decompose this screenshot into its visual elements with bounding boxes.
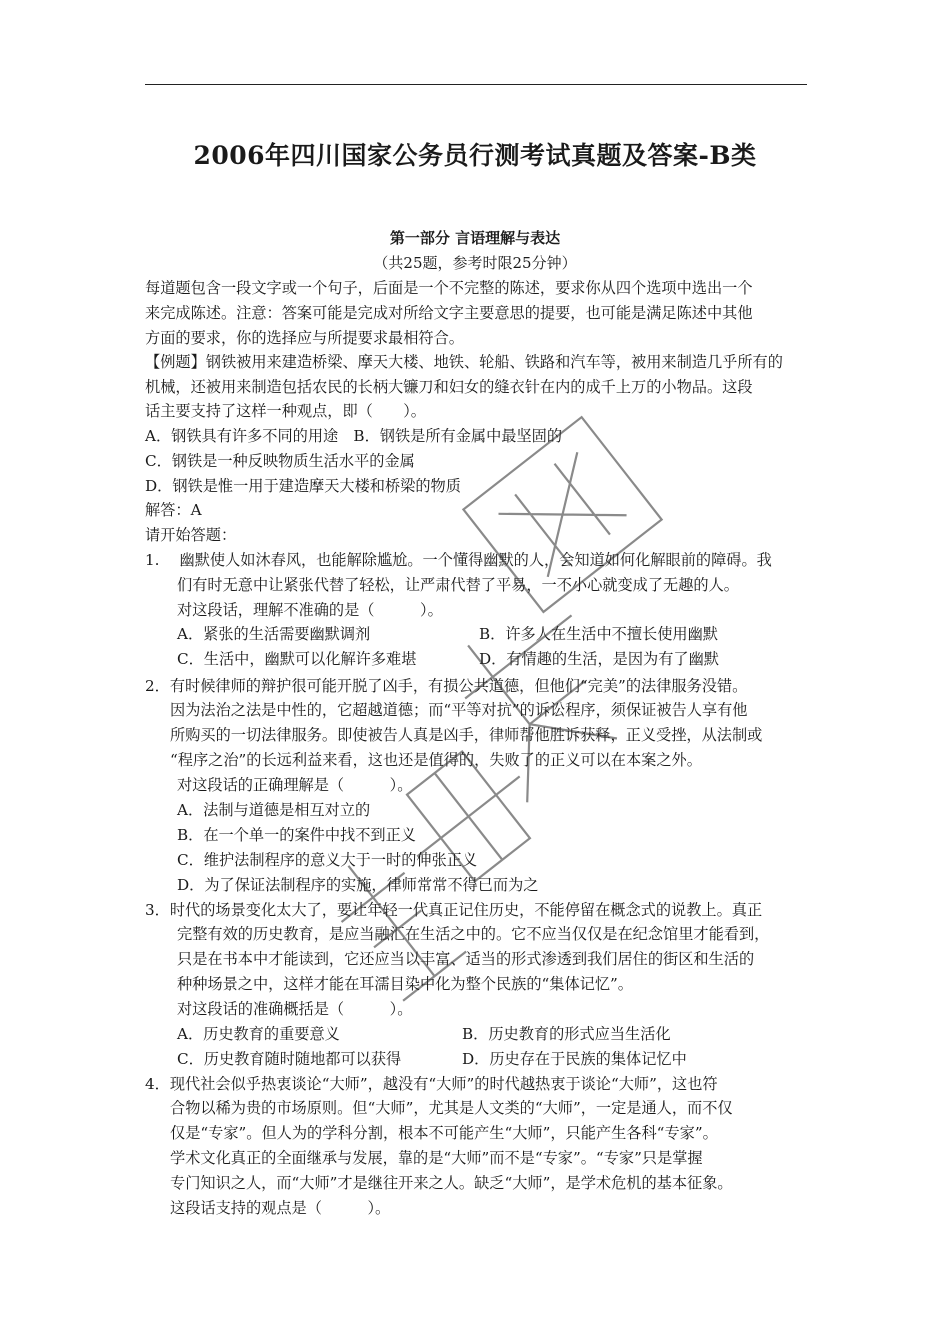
- text-line: B．许多人在生活中不擅长使用幽默: [479, 625, 718, 643]
- text-line: A．紧张的生活需要幽默调剂: [177, 625, 371, 643]
- text-line: 对这段话的准确概括是（ ）。: [177, 1000, 413, 1018]
- text-line: 2．有时候律师的辩护很可能开脱了凶手，有损公共道德，但他们“完美”的法律服务没错。: [145, 677, 748, 695]
- top-rule: [145, 84, 807, 85]
- text-line: C．历史教育随时随地都可以获得: [177, 1050, 402, 1068]
- text-line: B．历史教育的形式应当生活化: [462, 1025, 671, 1043]
- section-title: 第一部分 言语理解与表达: [389, 229, 561, 247]
- text-line: 【例题】钢铁被用来建造桥梁、摩天大楼、地铁、轮船、铁路和汽车等，被用来制造几乎所有的: [145, 353, 783, 371]
- text-line: “程序之治”的长远利益来看，这也还是值得的，失败了的正义可以在本案之外。: [170, 751, 702, 769]
- text-line: 机械，还被用来制造包括农民的长柄大镰刀和妇女的缝衣针在内的成千上万的小物品。这段: [145, 378, 753, 396]
- text-line: 每道题包含一段文字或一个句子，后面是一个不完整的陈述，要求你从四个选项中选出一个: [145, 279, 753, 297]
- text-line: 对这段话的正确理解是（ ）。: [177, 776, 413, 794]
- text-line: D．历史存在于民族的集体记忆中: [462, 1050, 687, 1068]
- page-title: 2006年四川国家公务员行测考试真题及答案-B类: [193, 141, 757, 170]
- section-note: （共25题，参考时限25分钟）: [373, 254, 577, 272]
- text-line: B．在一个单一的案件中找不到正义: [177, 826, 416, 844]
- text-line: 话主要支持了这样一种观点，即（ ）。: [145, 402, 426, 420]
- text-line: 方面的要求，你的选择应与所提要求最相符合。: [145, 329, 464, 347]
- text-line: 3．时代的场景变化太大了，要让年轻一代真正记住历史，不能停留在概念式的说教上。真正: [145, 901, 763, 919]
- text-line: 解答：A: [145, 501, 202, 519]
- text-line: C．钢铁是一种反映物质生活水平的金属: [145, 452, 415, 470]
- text-line: 因为法治之法是中性的，它超越道德；而“平等对抗”的诉讼程序，须保证被告人享有他: [170, 701, 748, 719]
- text-line: 专门知识之人，而“大师”才是继往开来之人。缺乏“大师”，是学术危机的基本征象。: [170, 1174, 733, 1192]
- text-line: 1. 幽默使人如沐春风，也能解除尴尬。一个懂得幽默的人，会知道如何化解眼前的障碍。我: [145, 551, 772, 569]
- text-line: 请开始答题：: [145, 526, 237, 544]
- text-line: 对这段话，理解不准确的是（ ）。: [177, 601, 443, 619]
- text-line: 只是在书本中才能读到，它还应当以丰富、适当的形式渗透到我们居住的街区和生活的: [177, 950, 755, 968]
- text-line: A．历史教育的重要意义: [177, 1025, 340, 1043]
- text-line: D．钢铁是惟一用于建造摩天大楼和桥梁的物质: [145, 477, 461, 495]
- text-line: A．法制与道德是相互对立的: [177, 801, 371, 819]
- text-line: 这段话支持的观点是（ ）。: [170, 1199, 391, 1217]
- text-line: 所购买的一切法律服务。即使被告人真是凶手，律师帮他胜诉获释，正义受挫，从法制或: [170, 726, 763, 744]
- text-line: 完整有效的历史教育，是应当融汇在生活之中的。它不应当仅仅是在纪念馆里才能看到，: [177, 925, 770, 943]
- text-line: C．维护法制程序的意义大于一时的伸张正义: [177, 851, 478, 869]
- text-line: 仅是“专家”。但人为的学科分割，根本不可能产生“大师”，只能产生各科“专家”。: [170, 1124, 718, 1142]
- text-line: D．有情趣的生活，是因为有了幽默: [479, 650, 719, 668]
- text-line: 4．现代社会似乎热衷谈论“大师”，越没有“大师”的时代越热衷于谈论“大师”，这也符: [145, 1075, 718, 1093]
- text-line: C．生活中，幽默可以化解许多难堪: [177, 650, 417, 668]
- text-line: 们有时无意中让紧张代替了轻松，让严肃代替了平易，一不小心就变成了无趣的人。: [177, 576, 739, 594]
- text-line: D．为了保证法制程序的实施，律师常常不得已而为之: [177, 876, 539, 894]
- text-line: 来完成陈述。注意：答案可能是完成对所给文字主要意思的提要，也可能是满足陈述中其他: [145, 304, 753, 322]
- text-line: 种种场景之中，这样才能在耳濡目染中化为整个民族的“集体记忆”。: [177, 975, 633, 993]
- text-line: 合物以稀为贵的市场原则。但“大师”，尤其是人文类的“大师”，一定是通人，而不仅: [170, 1099, 733, 1117]
- text-line: A．钢铁具有许多不同的用途 B．钢铁是所有金属中最坚固的: [145, 427, 563, 445]
- text-line: 学术文化真正的全面继承与发展，靠的是“大师”而不是“专家”。“专家”只是掌握: [170, 1149, 703, 1167]
